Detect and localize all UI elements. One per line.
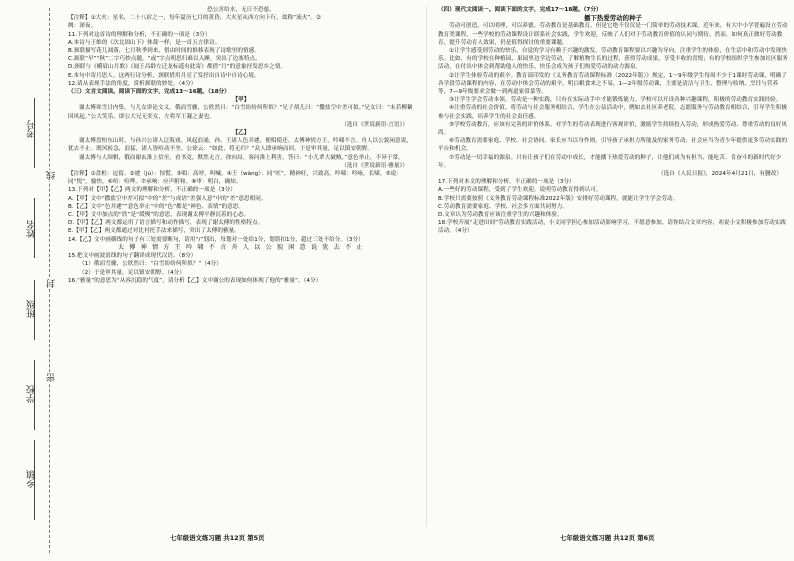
passage-yi-source: （选自《世说新语·雅量》） (341, 162, 408, 169)
column-divider (426, 6, 427, 526)
field-label-township: 乡镇 (27, 470, 37, 488)
article-title: 播下热爱劳动的种子 (584, 14, 642, 23)
question-18: 18.学校开展“走进田间”劳动教育实践活动，小文同学担心参加活动影响学习，不愿意参加。请你结合文章内容，劝说小文积极参加劳动实践活动。（4分） (438, 220, 786, 235)
passage-jia-source: （选自《世说新语·言语》） (341, 121, 408, 128)
article-para-5: ⑤学校劳动教育，应该有完善的评价体系。对学生的劳动表现进行客观评价，激励学生持续投入劳动，形成热爱劳动、尊重劳动的良好风尚。 (438, 121, 788, 137)
cut-mark-line: 线 (47, 171, 57, 180)
q17-option-a: A.一些好的劳动课程，受到了学生欢迎，说明劳动教育得到认可。 (438, 187, 602, 194)
q13-option-d: D.【甲】【乙】两文都运用了语言描写和动作描写，表现了谢太傅的性格特点。 (68, 220, 264, 227)
q13-option-c: C.【甲】文中加点的“欣”是“缓慢”的意思，表现谢太傅平静沉着的心态。 (68, 212, 250, 219)
article-para-3: ③让学生学会劳动本领。劳动是一种实践，只有在实际动手中才能锻炼能力。学校可以开设各种兴趣课程，积极的劳动教育实践经验。 (449, 97, 782, 104)
page-footer-right: 七年级语文练习题 共12页 第6页 (560, 534, 655, 542)
article-source: （选自《人民日报》，2024年4月21日，有删改） (657, 171, 782, 178)
q11-option-c: C.颔联“早”“秋”二字巧妙点题，“或”字点明思归难以入睡，突出了边塞特点。 (68, 56, 261, 63)
article-para-6: ⑥劳动教育需要家庭、学校、社会协同。家长应当以身作则，引导孩子承担力所能及的家务劳动；社会应当为青少年提供更多劳动实践的平台和机会。 (438, 138, 788, 153)
q15-item-2: （2）于是审其量，足以镇安朝野。（4分） (79, 269, 186, 276)
poem-notes-cont: 阙：深夜。 (68, 23, 97, 30)
poem-notes: 【注释】①大火：星名，二十八宿之一，每年夏历七月的黄昏，大火星从西方向下行，故称“流火”。② (68, 15, 322, 22)
cut-mark-seal: 封 (47, 279, 57, 288)
q17-option-d: D.文章认为劳动教育应该注重学生的兴趣和体验。 (438, 212, 563, 219)
passage-yi-heading: 【乙】 (232, 130, 250, 137)
article-para-2: ②让学生体验劳动的艰辛。教育部印发的《义务教育劳动课程标准（2022年版）》规定，1～9年级学生每周不少于1课时劳动课，明确了各学段劳动课程的内容，在劳动中体会劳动的艰辛，明白粮食来之不易，1—2年级劳动课，主要是清洁与卫生、整理与收纳、烹饪与营养等，7—9年级要求会做一到两道家常菜等。 (438, 72, 787, 96)
classical-notes: 【注释】①盘桓：逗留。②遽（jù）：惊慌。③唱：高呼，叫喊。④王（wàng）：同“旺”，精神旺，兴致高，吟啸：吟咏，长啸。⑤说：同“悦”，愉快。⑥喧：喧哗。⑦承响：应声附和。⑧审：明白，确知。 (68, 171, 402, 186)
question-16: 16.“雅量”的意思为“从容沉稳的气度”，请分析【乙】文中谢公的表现如何体现了他的“雅量”。（4分） (68, 277, 322, 284)
left-column (68, 6, 414, 528)
q13-option-e: E.【甲】【乙】两文都通过对比衬托手法来描写，突出了太傅的雅量。 (68, 228, 240, 235)
q11-option-e: E.本句中寄月思人。这两行诗分析，颈联借用月亮了发抒出自诗中自诗心境。 (68, 72, 260, 79)
field-label-school: 学校 (27, 385, 37, 403)
q11-option-d: D.颈联与《峨眉山月歌》《闻王昌龄左迁龙标遥有此寄》都借“月”的意象抒发思乡之情。 (68, 64, 287, 71)
article-para-4: ④注重劳动的社会价值。将劳动与社会服务相结合，学生在公益活动中，例如去社区养老院，志愿服务与劳动教育相结合，引导学生积极参与社会实践，培养学生的社会责任感。 (438, 105, 788, 120)
question-11: 11.下列对这首诗的理解和分析，不正确的一项是（3分） (68, 31, 211, 38)
question-15: 15.把文中画波浪线的句子翻译成现代汉语。（8分） (68, 253, 197, 260)
passage-jia: 谢太傅寒雪日内集，与儿女讲论文义。俄而雪骤，公欣然曰：“白雪纷纷何所似？”兄子胡儿曰：“撒盐空中差可拟。”兄女曰：“未若柳絮因风起。”公大笑乐。即公大兄无奕女，左将军王凝之妻也。 (68, 105, 413, 120)
question-13: 13.下列对【甲】【乙】两文的理解和分析，不正确的一项是（3分） (68, 187, 236, 194)
poem-line: 恐公害给水，无日不恐慈。 (207, 7, 275, 13)
right-column (438, 6, 788, 528)
field-label-class: 班级 (27, 300, 37, 318)
q11-option-a: A.本诗与王维的《次北固山下》体裁一样，是一首五言律诗。 (68, 39, 221, 46)
section-classical-reading: （三）文言文阅读。阅读下面的文字，完成13～16题。（18分） (68, 89, 230, 96)
field-label-name: 姓名 (27, 220, 37, 238)
article-para-7: ⑦劳动是一切幸福的源泉。只有让孩子们在劳动中成长，才能播下热爱劳动的种子，让他们成为有担当、能吃苦、肯奋斗的新时代好少年。 (438, 154, 782, 169)
q15-item-1: （1）俄而雪骤，公欣然曰：“白雪纷纷何所似？”（4分） (79, 261, 222, 268)
cut-mark-secret: 密 (47, 373, 57, 382)
q11-option-b: B.颈联描写花儿凋落，七月秋季到来，借由时间的推移表现了诗歌里的情感。 (68, 48, 260, 55)
passage-yi-para2: 谢太傅与人围棋，俄而谢玄淮上信至，看书竟，默然无言，徐向局。客问淮上利害，答曰：“小儿辈大破贼。”意色举止，不异于常。 (79, 154, 404, 161)
page-footer-left: 七年级语文练习题 共12页 第5页 (170, 534, 265, 542)
article-para-intro: 劳动可创造，可以明理，可以养德。劳动教育是基础教育，但是它绝不仅仅是一门简单的劳动技术课。近年来，有大中小学普遍设立劳动教育类课程，一些学校的劳动课程设计联系社会实践，学生欢迎，反映了人们对于劳动教育价值的认同与期待。然而，如何真正做好劳动教育、提升劳动育人效果，仍是值得探讨的重要课题。 (438, 23, 788, 46)
q13-option-b: B.【乙】文中“色并遽”“意色举止”中的“色”都是“神色、表情”的意思。 (68, 203, 245, 210)
passage-yi-para1: 谢太傅盘桓东山时，与孙兴公诸人泛海戏。风起浪涌，孙、王诸人色并遽，便唱使还。太傅神情方王，吟啸不言。舟人以公貌闲意说，犹去不止。既风转急，浪猛，诸人皆喧动不坐。公徐云：“如此，将无归？”众人即承响而回。于是审其量，足以镇安朝野。 (68, 138, 412, 153)
q17-option-b: B.学校只需要按照《义务教育劳动课程标准2022年版》安排好劳动课程，就能让学生学会劳动。 (438, 195, 679, 202)
q13-option-a: A.【甲】文中“撒盐空中差可拟”中的“差”与成语“差强人意”中的“差”意思相同。 (68, 195, 267, 202)
question-17: 17.下列对本文的理解和分析，不正确的一项是（3分） (438, 179, 575, 186)
q14-sentence: 太 傅 神 情 方 王 吟 啸 不 言 舟 人 以 公 貌 闲 意 说 犹 去 不 止 (117, 243, 365, 251)
section-modern-reading: （四）现代文阅读一。阅读下面的文字，完成17～18题。（7分） (438, 7, 602, 13)
q17-option-c: C.劳动教育需要家庭、学校、社会多方面共同努力。 (438, 203, 568, 210)
binding-margin (0, 0, 62, 561)
question-12: 12.请从表现手法的角度，赏析颔联的妙处。（4分） (68, 80, 197, 87)
question-14: 14.【乙】文中画横线的句子有三处需要断句，请用“/”划出，每划对一处给1分，划错扣1分，超过三处不给分。（3分） (68, 236, 364, 243)
article-para-1: ①让学生感受到劳动的快乐。自觉的学习有赖于兴趣的激发。劳动教育课程要以兴趣为导向，注重学生的体验，在生活中和劳动中发现快乐。比如，有的学校在种植园、果园里边学边劳动，了解植物生长的过程，获得劳动成果，享受丰收的喜悦；有的学校组织学生参加社区服务活动，在付出中体会到帮助他人的快乐。快乐会成为孩子们热爱劳动的动力源泉。 (438, 48, 788, 71)
passage-jia-heading: 【甲】 (232, 97, 250, 104)
field-label-exam-number: 考号 (27, 120, 37, 138)
